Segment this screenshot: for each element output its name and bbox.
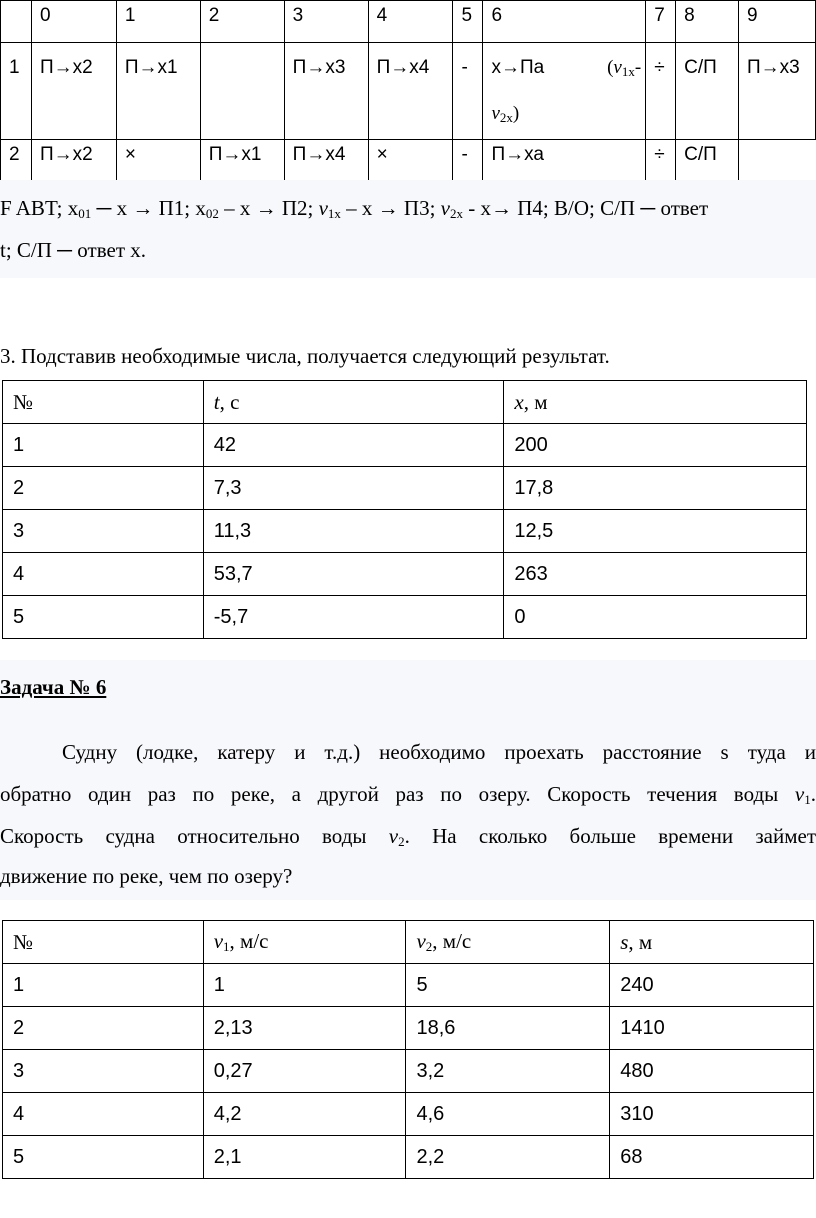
cell: 4,2 <box>203 1093 406 1136</box>
program-header-row <box>1 1 816 43</box>
cell: 3,2 <box>406 1050 610 1093</box>
cell: 2,2 <box>406 1136 610 1179</box>
cell: 310 <box>610 1093 814 1136</box>
program-cell <box>200 43 284 140</box>
program-cell: × <box>116 140 200 181</box>
table-row <box>3 596 807 639</box>
cell: 68 <box>610 1136 814 1179</box>
program-header-cell: 3 <box>284 1 368 43</box>
task-table <box>2 920 814 1179</box>
cell: 200 <box>504 424 807 467</box>
table-row <box>3 510 807 553</box>
result-header-row <box>3 381 807 424</box>
program-cell-formula <box>483 43 646 140</box>
formula-part: х→Па <box>491 57 545 78</box>
cell: 12,5 <box>504 510 807 553</box>
cell: 3 <box>3 1050 204 1093</box>
program-header-cell: 9 <box>739 1 816 43</box>
header-s: s, м <box>610 921 814 964</box>
cell: 18,6 <box>406 1007 610 1050</box>
cell: 5 <box>3 596 204 639</box>
program-cell: × <box>368 140 453 181</box>
program-table <box>0 0 816 181</box>
result-intro: 3. Подставив необходимые числа, получается следующий результат. <box>0 344 610 368</box>
program-header-cell: 2 <box>200 1 284 43</box>
program-cell: П→х3 <box>284 43 368 140</box>
program-header-cell: 1 <box>116 1 200 43</box>
cell: 2 <box>3 1007 204 1050</box>
program-cell: П→х1 <box>200 140 284 181</box>
program-cell: ÷ <box>646 43 676 140</box>
task-line-2: обратно один раз по реке, а другой раз по озеру. Скорость течения воды $v_1$. <box>0 782 816 807</box>
cell: 42 <box>203 424 504 467</box>
header-distance: x, м <box>504 381 807 424</box>
cell: 2,1 <box>203 1136 406 1179</box>
cell: 1 <box>203 964 406 1007</box>
cell: 1 <box>3 964 204 1007</box>
cell: 263 <box>504 553 807 596</box>
task-line-4: движение по реке, чем по озеру? <box>0 864 293 888</box>
table-row <box>3 964 814 1007</box>
note-line-1: F ABT; $х_{01}$ ─ х → П1; $х_{02} - х \to П2$; $v_{1x} - х \to П3$; $v_{2x} - х\to П4$; В/О; С/П ─ ответ <box>0 196 709 221</box>
program-cell: - <box>453 43 483 140</box>
cell: 2 <box>3 467 204 510</box>
header-time: t, с <box>203 381 504 424</box>
header-number: № <box>3 921 204 964</box>
table-row <box>3 1093 814 1136</box>
header-v2: $v_2$, м/с <box>406 921 610 964</box>
cell: 0,27 <box>203 1050 406 1093</box>
program-header-cell: 4 <box>368 1 453 43</box>
task-header-row <box>3 921 814 964</box>
program-cell: П→х3 <box>739 43 816 140</box>
cell: 240 <box>610 964 814 1007</box>
table-row <box>3 1136 814 1179</box>
task-title: Задача № 6 <box>0 675 107 699</box>
program-header-cell: 6 <box>483 1 646 43</box>
cell: 4 <box>3 1093 204 1136</box>
table-row <box>3 553 807 596</box>
note-line-2: t; С/П ─ ответ х. <box>0 238 146 262</box>
row-number: 1 <box>1 43 32 140</box>
formula-velocity-2: $v_{2x}$) <box>491 103 520 125</box>
program-cell: П→х4 <box>368 43 453 140</box>
cell: 1 <box>3 424 204 467</box>
header-v1: $v_1$, м/с <box>203 921 406 964</box>
table-row <box>3 424 807 467</box>
program-cell: ÷ <box>646 140 676 181</box>
cell: 11,3 <box>203 510 504 553</box>
cell: 480 <box>610 1050 814 1093</box>
table-row <box>3 1007 814 1050</box>
program-row <box>1 140 816 181</box>
cell: 0 <box>504 596 807 639</box>
program-corner <box>1 1 32 43</box>
program-cell: С/П <box>676 43 739 140</box>
cell: 1410 <box>610 1007 814 1050</box>
cell: 7,3 <box>203 467 504 510</box>
task-line-3: Скорость судна относительно воды $v_2$. На сколько больше времени займет <box>0 824 816 849</box>
program-cell: П→х2 <box>31 140 116 181</box>
program-cell: П→х4 <box>284 140 368 181</box>
row-number: 2 <box>1 140 32 181</box>
program-header-cell: 8 <box>676 1 739 43</box>
result-table <box>2 380 807 639</box>
cell: 53,7 <box>203 553 504 596</box>
program-header-cell: 7 <box>646 1 676 43</box>
program-cell: - <box>453 140 483 181</box>
cell: 4 <box>3 553 204 596</box>
cell: -5,7 <box>203 596 504 639</box>
program-cell: С/П <box>676 140 739 181</box>
cell: 17,8 <box>504 467 807 510</box>
cell: 5 <box>406 964 610 1007</box>
program-header-cell: 5 <box>453 1 483 43</box>
header-number: № <box>3 381 204 424</box>
cell: 4,6 <box>406 1093 610 1136</box>
program-cell: П→ха <box>483 140 646 181</box>
program-header-cell: 0 <box>31 1 116 43</box>
program-cell: П→х2 <box>31 43 116 140</box>
note-block <box>0 180 816 278</box>
table-row <box>3 467 807 510</box>
program-row <box>1 43 816 140</box>
cell: 5 <box>3 1136 204 1179</box>
cell: 3 <box>3 510 204 553</box>
formula-velocity: ($v_{1x}-$ <box>607 57 642 79</box>
cell: 2,13 <box>203 1007 406 1050</box>
table-row <box>3 1050 814 1093</box>
task-line-1: Судну (лодке, катеру и т.д.) необходимо проехать расстояние s туда и <box>62 740 816 764</box>
program-cell: П→х1 <box>116 43 200 140</box>
program-cell <box>739 140 816 181</box>
